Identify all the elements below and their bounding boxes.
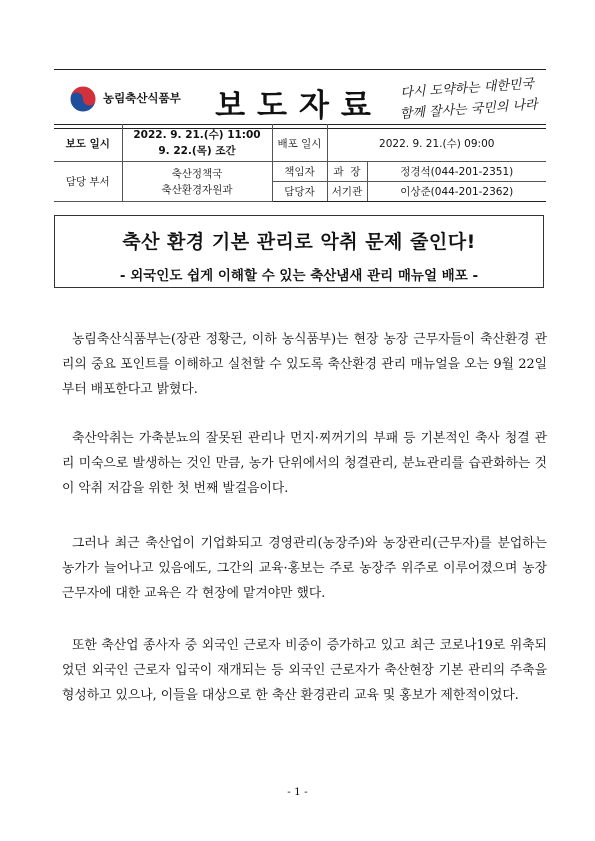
slogan-line-2: 함께 잘사는 국민의 나라: [399, 97, 539, 123]
headline-subtitle: - 외국인도 쉽게 이해할 수 있는 축산냄새 관리 매뉴얼 배포 -: [119, 268, 479, 284]
government-slogan: [396, 73, 549, 125]
slogan-line-1: 다시 도약하는 대한민국: [399, 76, 535, 101]
ministry-name: 농림축산식품부: [103, 91, 181, 105]
headline-title: 축산 환경 기본 관리로 악취 문제 줄인다!: [122, 231, 476, 253]
release-time-label: 보도 일시: [54, 125, 122, 162]
body-paragraph-2: 축산악취는 가축분뇨의 잘못된 관리나 먼지·찌꺼기의 부패 등 기본적인 축사 청결 관리 미숙으로 발생하는 것인 만큼, 농가 단위에서의 청결관리, 분뇨관리를 습관화하는 것이 악취 저감을 위한 첫 번째 발걸음이다.: [62, 430, 547, 496]
release-info-table: [54, 124, 546, 202]
press-release-header: [54, 69, 546, 129]
government-logo-icon: [68, 84, 98, 114]
department-line-1: 축산정책국: [171, 167, 223, 180]
document-title: 보도자료: [215, 88, 383, 124]
release-time-value: [122, 125, 272, 162]
page-number: - 1 -: [287, 786, 308, 798]
release-time-line-2: 9. 22.(목) 조간: [158, 145, 236, 157]
release-time-line-1: 2022. 9. 21.(수) 11:00: [133, 129, 261, 141]
distribution-time-value: 2022. 9. 21.(수) 09:00: [327, 125, 546, 162]
department-value: [122, 162, 272, 202]
body-paragraph-1: 농림축산식품부는(장관 정황근, 이하 농식품부)는 현장 농장 근무자들이 축산환경 관리의 중요 포인트를 이해하고 실천할 수 있도록 축산환경 관리 매뉴얼을 오는 9월 22일부터 배포한다고 밝혔다.: [62, 331, 547, 397]
ministry-logo: [68, 81, 198, 117]
department-label: 담당 부서: [54, 162, 122, 202]
officer-contact: 이상준(044-201-2362): [367, 182, 546, 202]
body-paragraph-3: 그러나 최근 축산업이 기업화되고 경영관리(농장주)와 농장관리(근무자)를 분업하는 농가가 늘어나고 있음에도, 그간의 교육·홍보는 주로 농장주 위주로 이루어졌으며 농장 근무자에 대한 교육은 각 현장에 맡겨야만 했다.: [62, 535, 547, 601]
body-paragraph-4: 또한 축산업 종사자 중 외국인 근로자 비중이 증가하고 있고 최근 코로나19로 위축되었던 외국인 근로자 입국이 재개되는 등 외국인 근로자가 축산현장 기본 관리의 주축을 형성하고 있으나, 이들을 대상으로 한 축산 환경관리 교육 및 홍보가 제한적이었다.: [62, 637, 547, 703]
department-line-2: 축산환경자원과: [161, 183, 233, 196]
officer-title: 서기관: [327, 182, 367, 202]
headline-box: [54, 215, 544, 288]
manager-contact: 정경석(044-201-2351): [367, 162, 546, 182]
manager-label: 책임자: [272, 162, 327, 182]
manager-title: 과 장: [327, 162, 367, 182]
distribution-time-label: 배포 일시: [272, 125, 327, 162]
officer-label: 담당자: [272, 182, 327, 202]
